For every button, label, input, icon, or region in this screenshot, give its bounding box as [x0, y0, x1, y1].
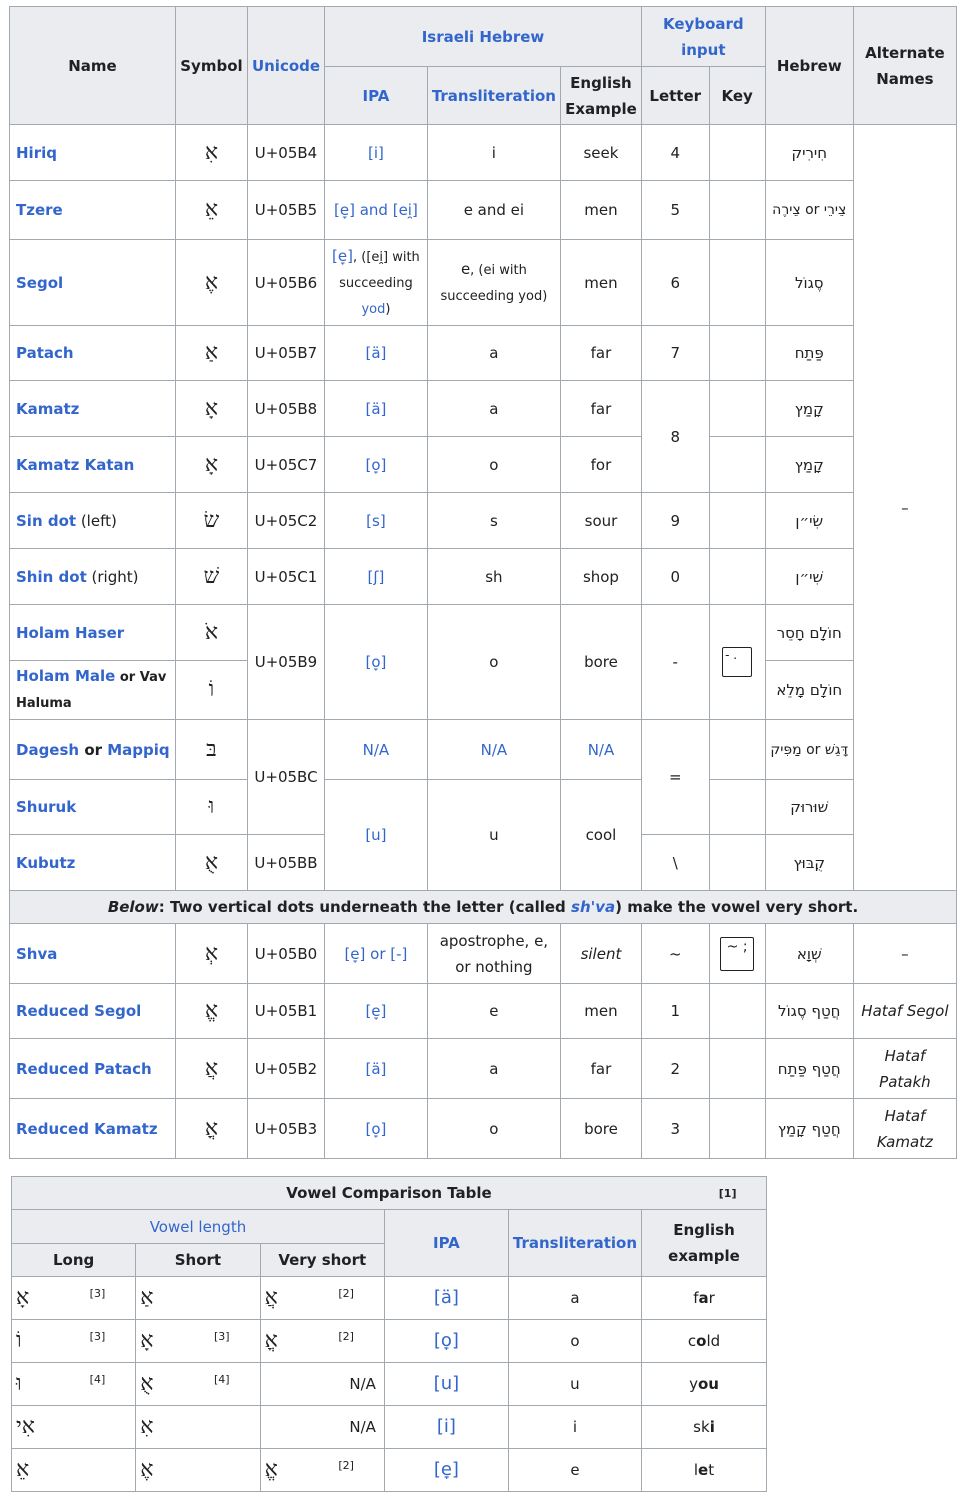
translit-value: i — [508, 1406, 641, 1449]
keyboard-letter: 7 — [641, 326, 709, 381]
header-english-example: English Example — [560, 67, 641, 125]
vowel-name-link[interactable]: Patach — [16, 344, 74, 362]
keyboard-key — [709, 924, 765, 984]
header-keyboard-input-link[interactable]: Keyboard input — [641, 7, 765, 67]
long-vowel: אֵ — [16, 1456, 30, 1482]
below-note: Below: Two vertical dots underneath the letter (called sh'va) make the vowel very short. — [10, 891, 957, 924]
vowel-symbol: אְ — [175, 924, 247, 984]
english-example: men — [560, 240, 641, 326]
header-symbol: Symbol — [175, 7, 247, 125]
shva-link[interactable]: sh'va — [571, 898, 616, 916]
ipa-value[interactable]: [ä] — [325, 381, 428, 437]
unicode-value: U+05B4 — [247, 125, 324, 181]
keyboard-letter: ~ — [641, 924, 709, 984]
ref-link[interactable]: [2] — [338, 1330, 354, 1343]
vowel-symbol: אֲ — [175, 1039, 247, 1099]
table-row: Sin dot (left) שׂ U+05C2 [s] s sour 9 שִׂי״ן — [10, 493, 957, 549]
hebrew-name: קֻבּוּץ — [765, 835, 853, 891]
translit-value: a — [427, 381, 560, 437]
mappiq-link[interactable]: Mappiq — [107, 740, 170, 759]
keyboard-letter: 4 — [641, 125, 709, 181]
unicode-value: U+05B0 — [247, 924, 324, 984]
vowel-name-link[interactable]: Shin dot — [16, 567, 87, 586]
ref-link[interactable]: [4] — [214, 1373, 230, 1386]
very-short-vowel: אֳ — [264, 1327, 278, 1353]
hebrew-name: דָּגֵשׁ or מַפִּיק — [765, 720, 853, 780]
vowel-name-link[interactable]: Kamatz Katan — [16, 455, 135, 474]
table-row — [10, 326, 957, 381]
vowel-name-link[interactable]: Shva — [16, 944, 58, 963]
vowel-name-link[interactable]: Reduced Patach — [16, 1059, 152, 1078]
keyboard-key — [709, 493, 765, 549]
short-vowel: אֻ — [140, 1370, 154, 1396]
short-vowel: אִ — [140, 1413, 154, 1439]
keyboard-key — [709, 605, 765, 720]
translit-value: e — [427, 984, 560, 1039]
ipa-value[interactable]: [o̞] — [325, 605, 428, 720]
table-row — [10, 240, 957, 326]
ipa-value[interactable]: [ä] — [325, 1039, 428, 1099]
keyboard-key — [709, 437, 765, 493]
hebrew-name: שׁוּרוּק — [765, 780, 853, 835]
ipa-value[interactable]: [ä] — [325, 326, 428, 381]
unicode-value: U+05C1 — [247, 549, 324, 605]
ipa-value[interactable]: [e̞] or [-] — [325, 924, 428, 984]
hebrew-name: קָמַץ — [765, 437, 853, 493]
unicode-value: U+05BB — [247, 835, 324, 891]
translit-value: u — [427, 780, 560, 891]
english-example: shop — [560, 549, 641, 605]
vowel-symbol: אָ — [175, 381, 247, 437]
table-row: Dagesh or Mappiq בּ U+05BC N/A N/A N/A = דָּגֵשׁ or מַפִּיק — [10, 720, 957, 780]
vowel-name-cell — [10, 125, 176, 181]
table-row — [10, 181, 957, 240]
table-row — [12, 1406, 767, 1449]
keyboard-key — [709, 780, 765, 835]
translit-value[interactable]: N/A — [427, 720, 560, 780]
keyboard-letter: - — [641, 605, 709, 720]
vowel-symbol: אֻ — [175, 835, 247, 891]
keyboard-letter: 5 — [641, 181, 709, 240]
vowel-symbol: וֹ — [175, 661, 247, 720]
alternate-name: – — [853, 924, 956, 984]
hebrew-name: שְׁוָא — [765, 924, 853, 984]
ipa-value[interactable]: [o̞] — [384, 1320, 508, 1363]
keyboard-key — [709, 549, 765, 605]
below-note-row — [10, 891, 957, 924]
short-vowel: אֶ — [140, 1456, 154, 1482]
vowel-symbol: אַ — [175, 326, 247, 381]
ipa-value[interactable]: [o̞] — [325, 1099, 428, 1159]
vowel-symbol: אֹ — [175, 605, 247, 661]
translit-value: sh — [427, 549, 560, 605]
header-long: Long — [12, 1244, 136, 1277]
translit-value: o — [427, 1099, 560, 1159]
english-example: cold — [642, 1320, 767, 1363]
english-example: men — [560, 984, 641, 1039]
hebrew-name: חוֹלָם חָסֵר — [765, 605, 853, 661]
table-caption: Vowel Comparison Table — [12, 1177, 767, 1210]
english-example: men — [560, 181, 641, 240]
vowel-symbol: אִ — [175, 125, 247, 181]
ipa-value: [e̞], ([ei̯] with succeeding yod) — [325, 240, 428, 326]
vowel-name-link[interactable]: Segol — [16, 273, 64, 292]
header-ipa-link[interactable]: IPA — [384, 1210, 508, 1277]
short-vowel: אָ — [140, 1327, 154, 1353]
table-row — [12, 1277, 767, 1320]
ref-link[interactable]: [3] — [214, 1330, 230, 1343]
hebrew-vowels-table — [9, 6, 957, 1159]
vowel-name-link[interactable]: Hiriq — [16, 143, 57, 162]
table-row — [10, 924, 957, 984]
ipa-value[interactable]: [u] — [325, 780, 428, 891]
table-row — [10, 780, 957, 835]
hebrew-name: שִׁי״ן — [765, 549, 853, 605]
short-vowel: אַ — [140, 1284, 154, 1310]
english-example: sour — [560, 493, 641, 549]
translit-value: a — [427, 326, 560, 381]
vowel-name-link[interactable]: Reduced Segol — [16, 1002, 142, 1020]
vowel-length-link[interactable]: Vowel length — [149, 1217, 247, 1236]
vowel-name-link[interactable]: Sin dot — [16, 511, 77, 530]
english-example[interactable]: N/A — [560, 720, 641, 780]
hebrew-name: חֲטַף פַּתַח — [765, 1039, 853, 1099]
unicode-value: U+05B9 — [247, 605, 324, 720]
vowel-comparison-table — [11, 1176, 767, 1492]
key-icon-minus: - . — [722, 647, 752, 677]
table-row — [10, 125, 957, 181]
unicode-value: U+05B6 — [247, 240, 324, 326]
unicode-value: U+05B7 — [247, 326, 324, 381]
english-example: far — [560, 381, 641, 437]
translit-value: i — [427, 125, 560, 181]
english-example: far — [560, 1039, 641, 1099]
header-key: Key — [709, 67, 765, 125]
ipa-value[interactable]: [o̞] — [325, 437, 428, 493]
english-example: seek — [560, 125, 641, 181]
translit-value: s — [427, 493, 560, 549]
english-example: cool — [560, 780, 641, 891]
translit-value: e and ei — [427, 181, 560, 240]
table-row — [10, 605, 957, 661]
vowel-name-link[interactable]: Shuruk — [16, 798, 77, 816]
header-israeli-hebrew-link[interactable]: Israeli Hebrew — [325, 7, 642, 67]
hebrew-name: שִׂי״ן — [765, 493, 853, 549]
translit-value: a — [508, 1277, 641, 1320]
header-ipa-link[interactable]: IPA — [325, 67, 428, 125]
ipa-value[interactable]: [u] — [384, 1363, 508, 1406]
translit-value: o — [508, 1320, 641, 1363]
vowel-symbol: אֳ — [175, 1099, 247, 1159]
unicode-value: U+05C7 — [247, 437, 324, 493]
table-row — [10, 381, 957, 437]
english-example: you — [642, 1363, 767, 1406]
table-row — [12, 1363, 767, 1406]
keyboard-key — [709, 181, 765, 240]
keyboard-key — [709, 381, 765, 437]
keyboard-letter: 3 — [641, 1099, 709, 1159]
vowel-name-link[interactable]: Holam Male — [16, 667, 116, 685]
keyboard-key — [709, 720, 765, 780]
long-vowel: אָ — [16, 1284, 30, 1310]
vowel-symbol: אֶ — [175, 240, 247, 326]
keyboard-key — [709, 1099, 765, 1159]
ipa-value[interactable]: [ä] — [384, 1277, 508, 1320]
hebrew-name: חִירִיק — [765, 125, 853, 181]
very-short-vowel: אֲ — [264, 1284, 278, 1310]
very-short-vowel: אֱ — [264, 1456, 278, 1482]
table-row: Holam Male or Vav Haluma וֹ חוֹלָם מָלֵא — [10, 661, 957, 720]
ipa-value[interactable]: [ʃ] — [325, 549, 428, 605]
keyboard-key — [709, 125, 765, 181]
keyboard-letter: = — [641, 720, 709, 835]
vowel-name-link[interactable]: Holam Haser — [16, 623, 125, 642]
ipa-value[interactable]: [i] — [384, 1406, 508, 1449]
vowel-symbol: בּ — [175, 720, 247, 780]
vowel-name-link[interactable]: Tzere — [16, 201, 63, 219]
table-row: Shin dot (right) שׁ U+05C1 [ʃ] sh shop 0 שִׁי״ן — [10, 549, 957, 605]
alternate-names-dash: – — [853, 125, 956, 891]
english-example: bore — [560, 1099, 641, 1159]
vowel-name-link[interactable]: Kubutz — [16, 853, 76, 872]
long-vowel: אִי — [16, 1413, 35, 1439]
ipa-value[interactable]: [i] — [325, 125, 428, 181]
vowel-symbol: שׁ — [175, 549, 247, 605]
header-short: Short — [136, 1244, 260, 1277]
alternate-name: Hataf Kamatz — [853, 1099, 956, 1159]
unicode-value: U+05C2 — [247, 493, 324, 549]
hebrew-name: פַּתַח — [765, 326, 853, 381]
unicode-value: U+05B8 — [247, 381, 324, 437]
vowel-name-link[interactable]: Reduced Kamatz — [16, 1119, 158, 1138]
long-vowel: וּ — [16, 1370, 22, 1396]
translit-value: e, (ei with succeeding yod) — [427, 240, 560, 326]
header-alternate-names: Alternate Names — [853, 7, 956, 125]
hebrew-name: סֶגוֹל — [765, 240, 853, 326]
header-english-example: English example — [642, 1210, 767, 1277]
header-name: Name — [10, 7, 176, 125]
keyboard-key — [709, 240, 765, 326]
very-short-vowel: N/A — [349, 1418, 376, 1436]
keyboard-key — [709, 984, 765, 1039]
keyboard-letter: 9 — [641, 493, 709, 549]
unicode-value: U+05BC — [247, 720, 324, 835]
ref-link[interactable]: [3] — [89, 1287, 106, 1300]
hebrew-name: חֲטַף קָמַץ — [765, 1099, 853, 1159]
keyboard-letter: 2 — [641, 1039, 709, 1099]
ref-link[interactable]: [1] — [718, 1186, 737, 1200]
translit-value: apostrophe, e, or nothing — [427, 924, 560, 984]
ipa-value[interactable]: [e̞] and [ei̯] — [325, 181, 428, 240]
ref-link[interactable]: [3] — [89, 1330, 106, 1343]
header-hebrew: Hebrew — [765, 7, 853, 125]
english-example: bore — [560, 605, 641, 720]
ipa-value[interactable]: [e̞] — [384, 1449, 508, 1492]
alternate-name: Hataf Patakh — [853, 1039, 956, 1099]
translit-value: e — [508, 1449, 641, 1492]
unicode-value: U+05B5 — [247, 181, 324, 240]
table-row — [12, 1320, 767, 1363]
keyboard-key — [709, 1039, 765, 1099]
unicode-value: U+05B2 — [247, 1039, 324, 1099]
unicode-value: U+05B3 — [247, 1099, 324, 1159]
vowel-name-link[interactable]: Dagesh — [16, 740, 80, 759]
english-example: silent — [560, 924, 641, 984]
header-very-short: Very short — [260, 1244, 384, 1277]
alternate-name: Hataf Segol — [853, 984, 956, 1039]
table-row — [12, 1449, 767, 1492]
keyboard-letter: 8 — [641, 381, 709, 493]
keyboard-letter: 0 — [641, 549, 709, 605]
vowel-symbol: אֱ — [175, 984, 247, 1039]
unicode-value: U+05B1 — [247, 984, 324, 1039]
ipa-value[interactable]: N/A — [325, 720, 428, 780]
ipa-value[interactable]: [e̞] — [325, 984, 428, 1039]
translit-value: o — [427, 605, 560, 720]
table-row — [10, 437, 957, 493]
hebrew-name: חֲטַף סֶגוֹל — [765, 984, 853, 1039]
long-vowel: וֹ — [16, 1327, 22, 1353]
very-short-vowel: N/A — [349, 1375, 376, 1393]
hebrew-name: צֵירֵי or צֵירֶה — [765, 181, 853, 240]
ref-link[interactable]: [2] — [338, 1459, 354, 1472]
english-example: far — [642, 1277, 767, 1320]
keyboard-letter: 1 — [641, 984, 709, 1039]
vowel-symbol: אָ — [175, 437, 247, 493]
key-icon-tilde: ~ ; — [720, 937, 754, 971]
table-row — [10, 1099, 957, 1159]
translit-value: u — [508, 1363, 641, 1406]
keyboard-letter: \ — [641, 835, 709, 891]
ref-link[interactable]: [4] — [89, 1373, 106, 1386]
keyboard-key — [709, 326, 765, 381]
english-example: let — [642, 1449, 767, 1492]
vowel-symbol: וּ — [175, 780, 247, 835]
ipa-value[interactable]: [s] — [325, 493, 428, 549]
header-letter: Letter — [641, 67, 709, 125]
vowel-symbol: שׂ — [175, 493, 247, 549]
header-transliteration-link[interactable]: Transliteration — [427, 67, 560, 125]
vowel-name-link[interactable]: Kamatz — [16, 399, 80, 418]
translit-value: o — [427, 437, 560, 493]
english-example: for — [560, 437, 641, 493]
hebrew-name: קָמַץ — [765, 381, 853, 437]
english-example: ski — [642, 1406, 767, 1449]
ref-link[interactable]: [2] — [338, 1287, 354, 1300]
table-row — [10, 1039, 957, 1099]
table-row — [10, 984, 957, 1039]
english-example: far — [560, 326, 641, 381]
translit-value: a — [427, 1039, 560, 1099]
header-transliteration-link[interactable]: Transliteration — [508, 1210, 641, 1277]
keyboard-letter: 6 — [641, 240, 709, 326]
vowel-symbol: אֵ — [175, 181, 247, 240]
keyboard-key — [709, 835, 765, 891]
header-unicode-link[interactable]: Unicode — [247, 7, 324, 125]
hebrew-name: חוֹלָם מָלֵא — [765, 661, 853, 720]
